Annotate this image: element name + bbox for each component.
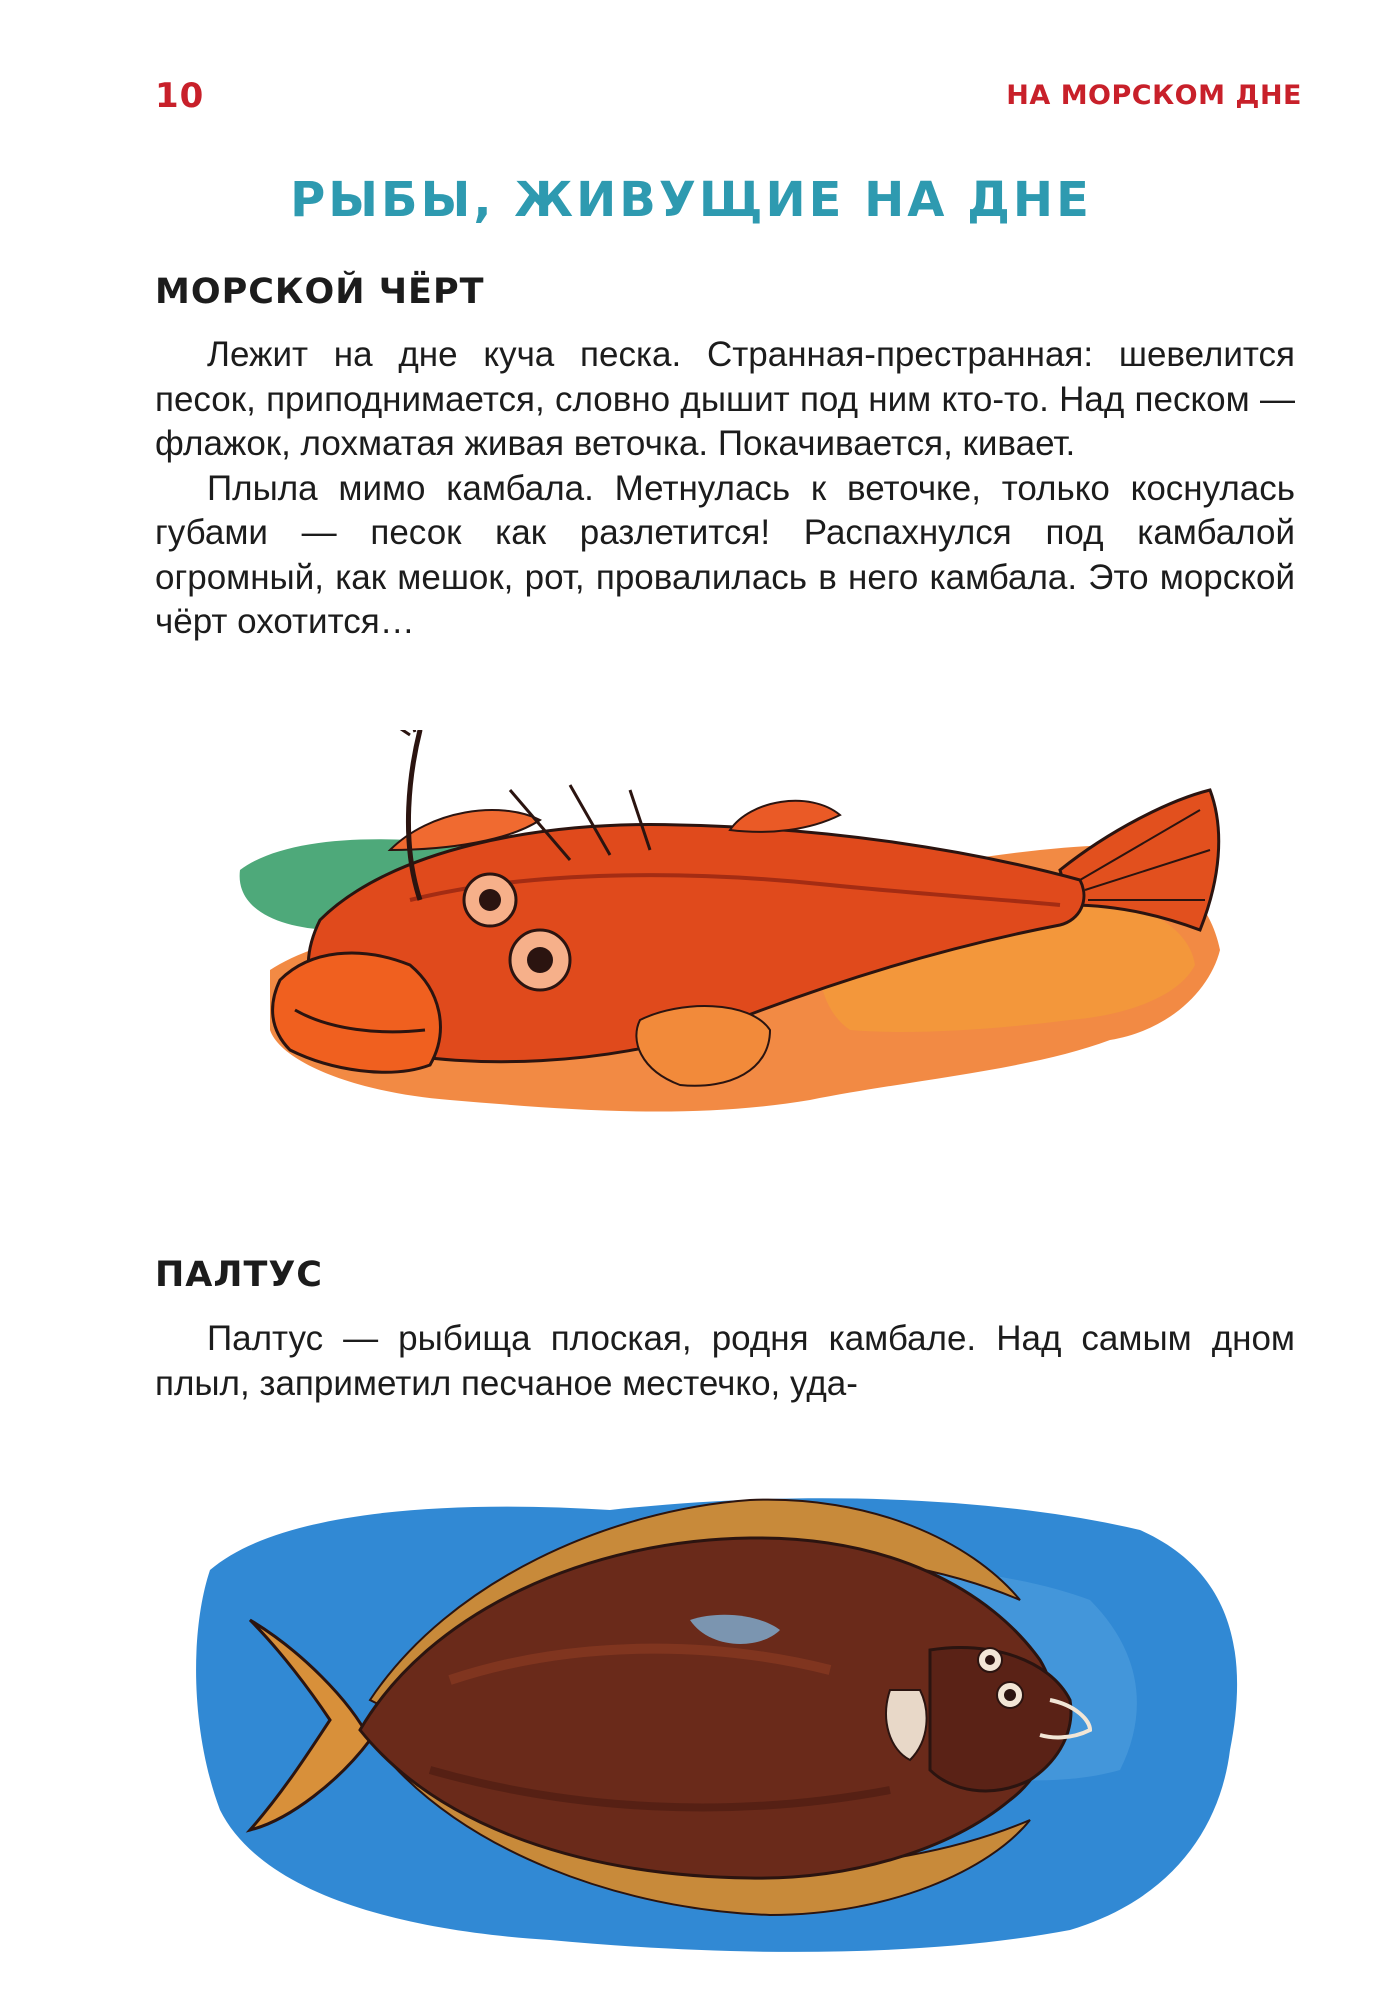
running-head: НА МОРСКОМ ДНЕ — [1006, 80, 1302, 111]
anglerfish-illustration — [210, 730, 1290, 1150]
anglerfish-paragraph-2: Плыла мимо камбала. Метнулась к веточке, только коснулась губами — песок как разлетится! Распахнулся под камбалой огромный, как мешок, рот, провалилась в него камбала. Это морской чёрт охотится… — [155, 468, 1295, 641]
section-title-anglerfish: МОРСКОЙ ЧЁРТ — [155, 272, 485, 312]
chapter-title: РЫБЫ, ЖИВУЩИЕ НА ДНЕ — [290, 172, 1092, 228]
section-title-halibut: ПАЛТУС — [155, 1255, 323, 1295]
halibut-text — [155, 1317, 1295, 1406]
page-number: 10 — [155, 76, 205, 116]
halibut-paragraph-1: Палтус — рыбища плоская, родня камбале. Над самым дном плыл, заприметил песчаное местечко, уда- — [155, 1319, 1295, 1403]
anglerfish-text — [155, 333, 1295, 645]
anglerfish-paragraph-1: Лежит на дне куча песка. Странная-престранная: шевелится песок, приподнимается, словно дышит под ним кто-то. Над песком — флажок, лохматая живая веточка. Покачивается, кивает. — [155, 335, 1295, 463]
halibut-illustration — [190, 1450, 1270, 1970]
